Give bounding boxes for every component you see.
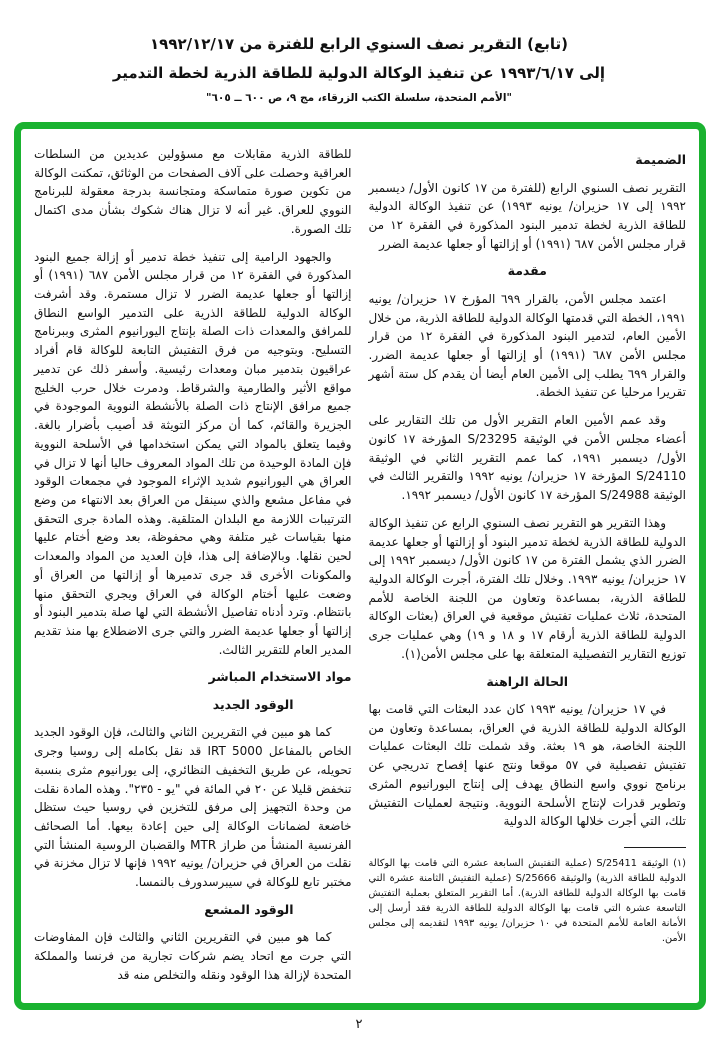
current-status-heading: الحالة الراهنة [486,673,569,689]
right-column [369,145,687,993]
continuation-paragraph-2: والجهود الرامية إلى تنفيذ خطة تدمير أو إزالة جميع البنود المذكورة في الفقرة ١٢ من قرار مجلس الأمن ٦٨٧ (١٩٩١) أو إزالتها أو جعلها عديمة الضرر لا تزال مستمرة. وقد أشرفت الوكالة الدولية للطاقة الذرية على التدمير الواسع النطاق للمرافق والمعدات ذات الصلة بإنتاج اليورانيوم المثرى وببرنامج التسليح. وبتوجيه من فرق التفتيش التابعة للوكالة قام أفراد عراقيون بتدمير مبان ومعدات رئيسية. وأسفر ذلك عن تدمير مواقع الأثير والطارمية والشرقاط. ودمرت خلال حرب الخليج جميع مرافق الإنتاج ذات الصلة بالأنشطة النووية الموجودة في الجزيرة والقائم، كما أن مركز التويثة قد أصيب بأضرار بالغة. وفيما يتعلق بالمواد التي يمكن استخدامها في الأسلحة النووية فإن المادة الوحيدة من تلك المواد المعروف حاليا أنها لا تزال في العراق هي اليورانيوم شديد الإثراء الموجود في مجمعات الوقود في مفاعل مشعع والذي سينقل من العراق بعد الانتهاء من وضع الترتيبات اللازمة مع البلدان المتلقية. وهذه المادة جرى التحقق منها بقياسات غير متلفة وهي محفوظة، بعد وضع أختام عليها لحين نقلها. وبالإضافة إلى هذا، فإن العديد من المواد والمعدات والمكونات الأخرى قد جرى تدميرها أو إزالتها من العراق أو وضعت عليها أختام الوكالة في العراق ويجري التحقق منها بانتظام. وترد أدناه تفاصيل الأنشطة التي لها صلة بتدمير البنود أو إزالتها أو جعلها عديمة الضرر والتي جرى الاضطلاع بها منذ تقديم المدير العام للتقرير الثالث. [34,249,352,657]
introduction-paragraph-2: وقد عمم الأمين العام التقرير الأول من تلك التقارير على أعضاء مجلس الأمن في الوثيقة S/23295 المؤرخة ١٧ كانون الأول/ ديسمبر ١٩٩١، كما عمم التقرير الثاني في الوثيقة S/24110 المؤرخة ١٧ حزيران/ يونيه ١٩٩٢ والتقرير الثالث في الوثيقة S/24988 المؤرخة ١٧ كانون الأول/ ديسمبر ١٩٩٢. [368,413,686,503]
source-citation-line: "الأمم المتحدة، سلسلة الكتب الزرقاء، مج ٩، ص ٦٠٠ ــ ٦٠٥" [206,92,512,104]
left-column [34,145,352,993]
annex-heading: الضميمة [635,152,686,167]
page-number: ٢ [355,1017,363,1032]
new-fuel-heading: الوقود الجديد [212,696,294,712]
continuation-paragraph-1: للطاقة الذرية مقابلات مع مسؤولين عديدين من السلطات العراقية وحصلت على آلاف الصفحات من الوثائق، تمكنت الوكالة من تكوين صورة متماسكة ومتجانسة بدرجة معقولة للبرنامج النووي للعراق. غير أنه لا تزال هناك شكوك بشأن مدى اكتمال تلك الصورة. [34,147,352,236]
direct-use-materials-heading: مواد الاستخدام المباشر [208,669,352,685]
two-column-layout [34,145,686,993]
report-title-line-1: (تابع) التقرير نصف السنوي الرابع للفترة من ١٩٩٢/١٢/١٧ [150,35,568,53]
introduction-paragraph-1: اعتمد مجلس الأمن، بالقرار ٦٩٩ المؤرخ ١٧ حزيران/ يونيه ١٩٩١، الخطة التي قدمتها الوكالة الدولية للطاقة الذرية، من خلال الأمين العام، لتدمير البنود المذكورة في الفقرة ١٢ من قرار مجلس الأمن ٦٨٧ (١٩٩١) أو إزالتها أو جعلها عديمة الضرر. والقرار ٦٩٩ يطلب إلى الأمين العام أيضا أن يقدم كل ستة أشهر تقريرا مرحليا عن تنفيذ الخطة. [368,291,687,400]
introduction-paragraph-3: وهذا التقرير هو التقرير نصف السنوي الرابع عن تنفيذ الوكالة الدولية للطاقة الذرية لخطة تدمير البنود أو إزالتها أو جعلها عديمة الضرر الذي يشمل الفترة من ١٧ كانون الأول/ ديسمبر ١٩٩٢ إلى ١٧ حزيران/ يونيه ١٩٩٣. وخلال تلك الفترة، أجرت الوكالة الدولية للطاقة الذرية، بمساعدة وتعاون من اللجنة الخاصة للأمم المتحدة، ثلاث عمليات تفتيش موقعية في العراق (بعثات الوكالة الدولية للطاقة الذرية أرقام ١٧ و ١٨ و ١٩) وهي عمليات جرى توزيع التقارير التفصيلية المتعلقة بها على مجلس الأمن(١). [368,515,687,661]
report-title-line-2: إلى ١٩٩٣/٦/١٧ عن تنفيذ الوكالة الدولية للطاقة الذرية لخطة التدمير [112,63,606,82]
irradiated-fuel-paragraph: كما هو مبين في التقريرين الثاني والثالث فإن المفاوضات التي جرت مع اتحاد يضم شركات تجارية من فرنسا والمملكة المتحدة لإزالة هذا الوقود ونقله والتخلص منه قد [34,930,352,982]
footnote-separator-rule [624,847,686,848]
content-highlight-frame [14,122,706,1010]
document-header [0,30,718,104]
introduction-heading: مقدمة [507,263,547,279]
footnote-1: (١) الوثيقة S/25411 (عملية التفتيش السابعة عشرة التي قامت بها الوكالة الدولية للطاقة الذرية) والوثيقة S/25666 (عملية التفتيش الثامنة عشرة التي قامت بها الوكالة الدولية للطاقة الذرية). أما التقرير المتعلق بعملية التفتيش التاسعة عشرة التي قامت بها الوكالة الدولية للطاقة الذرية فقد أرسل إلى الأمانة العامة للأمم المتحدة في ١٠ حزيران/ يونيه ١٩٩٣ لتقديمه إلى مجلس الأمن. [368,858,686,944]
annex-title-paragraph: التقرير نصف السنوي الرابع (للفترة من ١٧ كانون الأول/ ديسمبر ١٩٩٢ إلى ١٧ حزيران/ يونيه ١٩٩٣) عن تنفيذ الوكالة الدولية للطاقة الذرية لخطة تدمير البنود المذكورة في الفقرة ١٢ من قرار مجلس الأمن ٦٨٧ (١٩٩١) أو إزالتها أو جعلها عديمة الضرر [368,180,687,251]
irradiated-fuel-heading: الوقود المشعع [204,901,294,917]
new-fuel-paragraph: كما هو مبين في التقريرين الثاني والثالث، فإن الوقود الجديد الخاص بالمفاعل IRT 5000 قد نقل بكامله إلى روسيا وجرى تحويله، عن طريق التخفيف النظائري، إلى يورانيوم مثرى بنسبة تنخفض قليلا عن ٢٠ في المائة في "يو - ٢٣٥". وهذه المادة نقلت من وحدة التجهيز إلى مرفق للتخزين في روسيا حيث ستظل خاضعة لضمانات الوكالة إلى حين إعادة بيعها. أما الصحائف الفرنسية المنشأ من طراز MTR والقضبان الروسية المنشأ التي نقلت من العراق في حزيران/ يونيه ١٩٩٢ فإنها لا تزال مخزنة في مختبر تابع للوكالة في سيبرسدورف بالنمسا. [34,725,352,890]
current-status-paragraph: في ١٧ حزيران/ يونيه ١٩٩٣ كان عدد البعثات التي قامت بها الوكالة الدولية للطاقة الذرية في العراق، بمساعدة وتعاون من اللجنة الخاصة، هو ١٩ بعثة. وقد شملت تلك البعثات عمليات تفتيش تفصيلية في ٥٧ موقعا ونتج عنها إفصاح تدريجي عن برنامج نووي واسع النطاق يهدف إلى إنتاج اليورانيوم المثرى وتطوير قدرات لإنتاج الأسلحة النووية. ونتيجة لعمليات التفتيش تلك، التي أجرت خلالها الوكالة الدولية [368,702,686,829]
